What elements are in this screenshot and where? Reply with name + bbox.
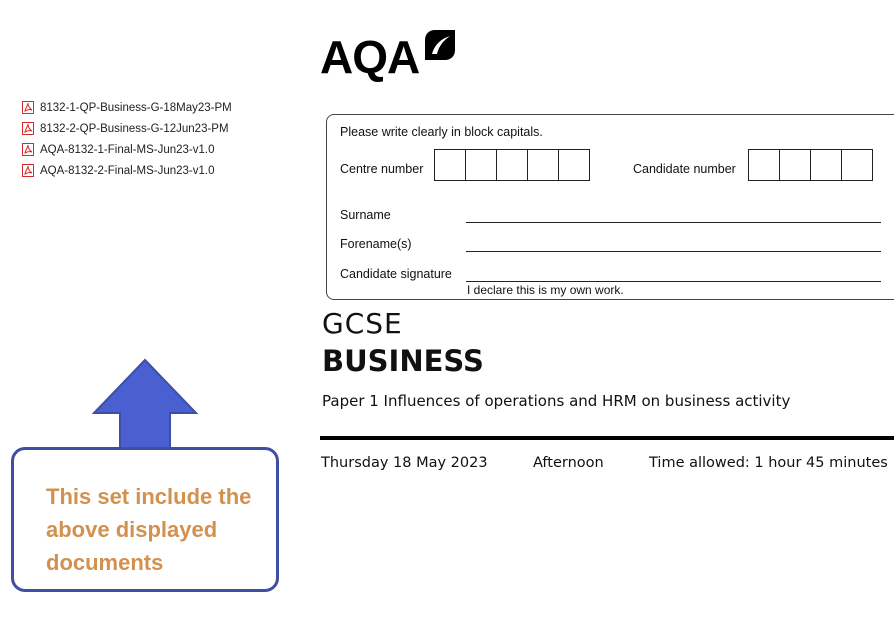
instruction-text: Please write clearly in block capitals. [340,125,543,139]
file-item[interactable] [22,118,232,139]
digit-box[interactable] [434,149,466,181]
pdf-icon [22,101,34,114]
centre-number-boxes[interactable] [435,149,590,181]
time-allowed: Time allowed: 1 hour 45 minutes [649,455,888,471]
forename-line[interactable] [466,251,881,252]
digit-box[interactable] [779,149,811,181]
file-name: 8132-2-QP-Business-G-12Jun23-PM [40,122,229,135]
exam-level: GCSE [322,307,403,340]
aqa-logo [320,28,457,83]
file-name: AQA-8132-1-Final-MS-Jun23-v1.0 [40,143,215,156]
pdf-icon [22,164,34,177]
file-name: AQA-8132-2-Final-MS-Jun23-v1.0 [40,164,215,177]
file-name: 8132-1-QP-Business-G-18May23-PM [40,101,232,114]
up-arrow-icon [92,358,198,455]
digit-box[interactable] [748,149,780,181]
file-list [22,97,232,181]
forename-label: Forename(s) [340,237,412,251]
declaration-text: I declare this is my own work. [467,283,624,297]
callout-box [11,447,279,592]
paper-title: Paper 1 Influences of operations and HRM on business activity [322,392,791,410]
signature-line[interactable] [466,281,881,282]
exam-date: Thursday 18 May 2023 [321,455,488,471]
digit-box[interactable] [841,149,873,181]
divider [320,436,894,440]
surname-line[interactable] [466,222,881,223]
candidate-details-box [326,114,894,300]
leaf-logo-icon [423,28,457,62]
callout-text: This set include the above displayed documents [46,484,252,575]
candidate-number-label: Candidate number [633,162,736,176]
candidate-number-boxes[interactable] [749,149,873,181]
file-item[interactable] [22,97,232,118]
pdf-icon [22,122,34,135]
file-item[interactable] [22,139,232,160]
digit-box[interactable] [810,149,842,181]
digit-box[interactable] [465,149,497,181]
logo-text: AQA [320,31,420,83]
exam-session: Afternoon [533,455,604,471]
centre-number-label: Centre number [340,162,424,176]
file-item[interactable] [22,160,232,181]
digit-box[interactable] [558,149,590,181]
pdf-icon [22,143,34,156]
exam-subject: BUSINESS [322,344,484,378]
digit-box[interactable] [496,149,528,181]
signature-label: Candidate signature [340,267,452,281]
digit-box[interactable] [527,149,559,181]
surname-label: Surname [340,208,391,222]
